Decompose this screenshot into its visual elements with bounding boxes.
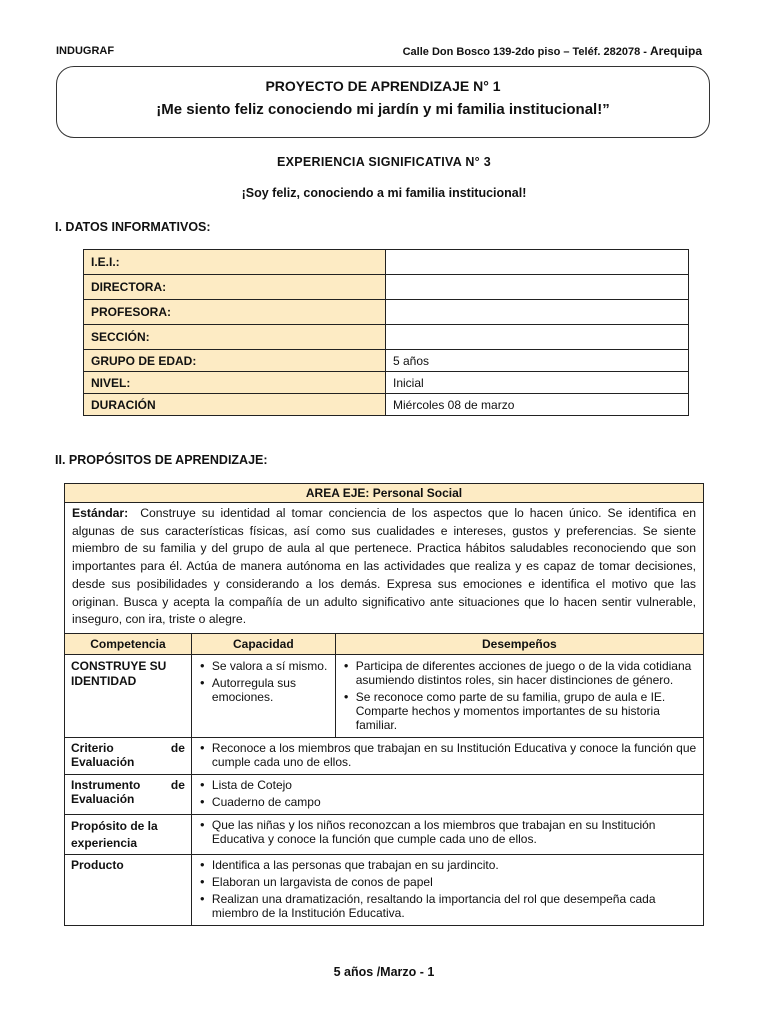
project-subtitle: ¡Me siento feliz conociendo mi jardín y mi familia institucional!” <box>156 101 610 118</box>
proposito-label: Propósito de la experiencia <box>65 814 192 854</box>
capacidad-item: ● Autorregula sus emociones. <box>212 676 329 704</box>
instrumento-label-a: Instrumento <box>71 777 141 792</box>
producto-item: ● Identifica a las personas que trabajan en su jardincito. <box>212 858 697 872</box>
info-value <box>386 325 689 350</box>
area-header: AREA EJE: Personal Social <box>65 484 704 503</box>
criterio-label <box>65 737 192 774</box>
estandar-cell <box>65 503 704 634</box>
project-title: PROYECTO DE APRENDIZAJE N° 1 <box>265 78 501 94</box>
purposes-table <box>64 483 704 926</box>
info-value: 5 años <box>386 350 689 372</box>
info-label: PROFESORA: <box>84 300 386 325</box>
header-right <box>403 44 702 58</box>
instrumento-item: ● Lista de Cotejo <box>212 778 697 792</box>
info-row <box>84 350 689 372</box>
info-label: I.E.I.: <box>84 250 386 275</box>
producto-label: Producto <box>65 854 192 925</box>
info-label: GRUPO DE EDAD: <box>84 350 386 372</box>
info-row <box>84 325 689 350</box>
info-row <box>84 394 689 416</box>
experience-subtitle: ¡Soy feliz, conociendo a mi familia institucional! <box>241 186 527 200</box>
estandar-text: Construye su identidad al tomar conciencia de los aspectos que lo hacen único. Se identifica en algunas de sus características físicas, así como sus cualidades e intereses, gustos y preferencias. Se siente miembro de su familia y del grupo de aula al que pertenece. Practica hábitos saludables reconociendo que son importantes para él. Actúa de manera autónoma en las actividades que realiza y es capaz de tomar decisiones, desde sus posibilidades y considerando a los demás. Expresa sus emociones e identifica el motivo que las originan. Busca y acepta la compañía de un adulto significativo ante situaciones que lo hacen sentir vulnerable, inseguro, con ira, triste o alegre. <box>72 506 696 627</box>
producto-item: ● Elaboran un largavista de conos de papel <box>212 875 697 889</box>
page-footer: 5 años /Marzo - 1 <box>333 965 435 979</box>
competencia-cell: CONSTRUYE SU IDENTIDAD <box>65 654 192 737</box>
instrumento-item: ● Cuaderno de campo <box>212 795 697 809</box>
criterio-label-b: de <box>170 740 185 755</box>
info-value <box>386 250 689 275</box>
header-address: Calle Don Bosco 139-2do piso – Teléf. 282078 - <box>402 46 647 58</box>
instrumento-cell <box>191 774 703 814</box>
info-label: DIRECTORA: <box>84 275 386 300</box>
capacidad-cell <box>191 654 335 737</box>
proposito-cell <box>191 814 703 854</box>
instrumento-label-b: de <box>170 777 185 792</box>
header-city: Arequipa <box>649 44 702 58</box>
header-competencia: Competencia <box>65 633 192 654</box>
estandar-label: Estándar: <box>72 506 129 520</box>
desempenos-cell <box>335 654 703 737</box>
instrumento-label-c: Evaluación <box>71 791 135 806</box>
producto-cell <box>191 854 703 925</box>
criterio-label-a: Criterio <box>71 740 114 755</box>
info-label: DURACIÓN <box>84 394 386 416</box>
criterio-cell <box>191 737 703 774</box>
header-capacidad: Capacidad <box>191 633 335 654</box>
criterio-item: ● Reconoce a los miembros que trabajan en su Institución Educativa y conoce la función que cumple cada uno de ellos. <box>212 741 697 769</box>
producto-item: ● Realizan una dramatización, resaltando la importancia del rol que desempeña cada miembro de la Institución Educativa. <box>212 892 697 920</box>
info-label: NIVEL: <box>84 372 386 394</box>
capacidad-item: ● Se valora a sí mismo. <box>212 659 329 673</box>
info-row <box>84 250 689 275</box>
header-desempenos: Desempeños <box>335 633 703 654</box>
info-value <box>386 300 689 325</box>
info-value: Miércoles 08 de marzo <box>386 394 689 416</box>
instrumento-label <box>65 774 192 814</box>
info-row <box>84 372 689 394</box>
info-row <box>84 275 689 300</box>
proposito-item: ● Que las niñas y los niños reconozcan a los miembros que trabajan en su Institución Educativa y conoce la función que cumple cada uno de ellos. <box>212 818 697 846</box>
section-2-title: II. PROPÓSITOS DE APRENDIZAJE: <box>55 453 268 467</box>
info-row <box>84 300 689 325</box>
criterio-label-c: Evaluación <box>71 754 135 769</box>
info-value <box>386 275 689 300</box>
experience-title: EXPERIENCIA SIGNIFICATIVA N° 3 <box>276 155 492 169</box>
desempeno-item: ● Participa de diferentes acciones de juego o de la vida cotidiana asumiendo distintos roles, sin hacer distinciones de género. <box>356 659 697 687</box>
header-left: INDUGRAF <box>56 45 115 57</box>
desempeno-item: ● Se reconoce como parte de su familia, grupo de aula e IE. Comparte hechos y momentos importantes de su historia familiar. <box>356 690 697 732</box>
info-value: Inicial <box>386 372 689 394</box>
section-1-title: I. DATOS INFORMATIVOS: <box>55 220 211 234</box>
project-title-box <box>56 66 710 138</box>
info-table <box>83 249 689 416</box>
info-label: SECCIÓN: <box>84 325 386 350</box>
